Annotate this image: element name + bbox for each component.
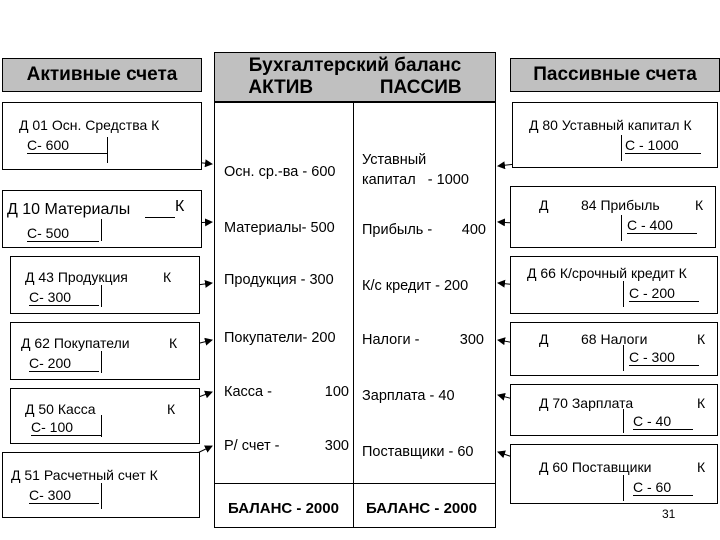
activ-row-value: - 600 (302, 164, 336, 180)
account-k: К (175, 198, 185, 215)
balance-header (214, 52, 496, 102)
account-title: Д 60 Поставщики (539, 459, 652, 475)
account-title: 68 Налоги (581, 331, 648, 347)
passiv-row-name: Зарплата - (362, 388, 435, 404)
activ-row-5 (224, 384, 349, 401)
activ-row-4 (224, 330, 336, 347)
right-account-70 (510, 384, 718, 436)
passiv-row-4 (362, 332, 484, 349)
balance-title: Бухгалтерский баланс (248, 55, 462, 76)
activ-row-name: Р/ счет - (224, 438, 280, 454)
activ-row-value: 300 (324, 438, 349, 454)
passiv-label: ПАССИВ (379, 77, 462, 98)
passiv-row-name: капитал (362, 172, 416, 188)
account-balance: С - 400 (627, 217, 697, 234)
account-title: Д 10 Материалы (7, 201, 131, 218)
t-account-line (101, 219, 102, 241)
t-account-line (623, 281, 624, 307)
account-k: К (697, 395, 706, 411)
activ-row-name: Материалы- (224, 220, 307, 236)
activ-label: АКТИВ (248, 77, 314, 98)
account-balance: С - 1000 (625, 137, 701, 154)
account-k: К (169, 335, 178, 351)
activ-total: БАЛАНС - 2000 (228, 500, 339, 517)
right-account-66 (510, 256, 718, 314)
activ-row-3 (224, 272, 334, 289)
right-account-84 (510, 186, 716, 248)
page-number: 31 (662, 507, 676, 521)
account-balance: С - 300 (629, 349, 699, 366)
activ-row-6 (224, 438, 349, 455)
t-account-line (623, 475, 624, 501)
account-title: Д 43 Продукция (25, 269, 128, 285)
t-account-line (101, 483, 102, 509)
passiv-row-1-line1: Уставный (362, 152, 427, 168)
t-account-line (623, 409, 624, 433)
activ-row-value: 100 (324, 384, 349, 400)
right-account-60 (510, 444, 718, 504)
t-account-line (621, 215, 622, 241)
active-accounts-header (2, 58, 202, 92)
account-balance: С- 200 (29, 355, 99, 372)
active-accounts-title: Активные счета (26, 64, 178, 85)
passiv-row-6: Поставщики - 60 (362, 444, 474, 460)
account-balance: С - 200 (629, 285, 699, 302)
passiv-row-name: Налоги - (362, 332, 420, 348)
activ-row-name: Касса - (224, 384, 272, 400)
balance-divider (353, 103, 354, 527)
t-account-line (101, 285, 102, 307)
left-account-01 (2, 102, 202, 170)
account-title: Д 70 Зарплата (539, 395, 634, 411)
account-k: К (697, 331, 706, 347)
passiv-row-value: 40 (438, 388, 455, 404)
passive-accounts-header (510, 58, 720, 92)
left-account-50 (10, 388, 200, 444)
passiv-row-2 (362, 222, 486, 239)
passiv-row-name: Прибыль - (362, 222, 433, 238)
account-d: Д (539, 197, 549, 213)
left-account-43 (10, 256, 200, 314)
t-account-line (101, 351, 102, 373)
left-account-10 (2, 190, 202, 248)
account-balance: С- 100 (31, 419, 101, 436)
account-balance: С - 60 (633, 479, 693, 496)
t-account-line (107, 137, 108, 163)
account-k: К (167, 401, 176, 417)
underline (145, 201, 175, 218)
account-title: Д 50 Касса (25, 401, 96, 417)
account-balance: С- 500 (27, 225, 99, 242)
t-account-line (623, 345, 624, 371)
balance-total-row-line (215, 483, 495, 484)
activ-row-1 (224, 164, 335, 181)
passiv-row-3: К/с кредит - 200 (362, 278, 469, 294)
account-k: К (163, 269, 172, 285)
account-balance: С- 300 (29, 487, 99, 504)
passiv-row-value: 300 (459, 332, 484, 348)
activ-row-name: Продукция - (224, 272, 306, 288)
right-account-68 (510, 322, 718, 376)
account-k: К (695, 197, 704, 213)
account-title: Д 01 Осн. Средства К (19, 117, 160, 133)
t-account-line (621, 135, 622, 161)
account-title: Д 66 К/срочный кредит К (527, 265, 687, 281)
passiv-row-value: 400 (461, 222, 486, 238)
account-title: 84 Прибыль (581, 197, 660, 213)
account-balance: С- 300 (29, 289, 99, 306)
passiv-row-value: - 1000 (427, 172, 469, 188)
account-balance: С- 600 (27, 137, 107, 154)
passiv-row-1-line2 (362, 172, 469, 189)
account-d: Д (539, 331, 549, 347)
activ-row-value: 300 (309, 272, 334, 288)
account-k: К (697, 459, 706, 475)
left-account-62 (10, 322, 200, 380)
activ-row-2 (224, 220, 335, 237)
activ-row-value: 500 (310, 220, 335, 236)
account-balance: С - 40 (633, 413, 693, 430)
passiv-row-5 (362, 388, 455, 405)
left-account-51 (2, 452, 200, 518)
account-title: Д 80 Уставный капитал К (529, 117, 692, 133)
t-account-line (101, 415, 102, 437)
activ-row-name: Осн. ср.-ва (224, 164, 299, 180)
passiv-total: БАЛАНС - 2000 (366, 500, 477, 517)
activ-row-name: Покупатели- (224, 330, 308, 346)
account-title: Д 51 Расчетный счет К (11, 467, 158, 483)
account-title: Д 62 Покупатели (21, 335, 130, 351)
balance-columns (215, 77, 495, 99)
activ-row-value: 200 (311, 330, 336, 346)
right-account-80 (512, 102, 718, 168)
passive-accounts-title: Пассивные счета (533, 64, 697, 85)
